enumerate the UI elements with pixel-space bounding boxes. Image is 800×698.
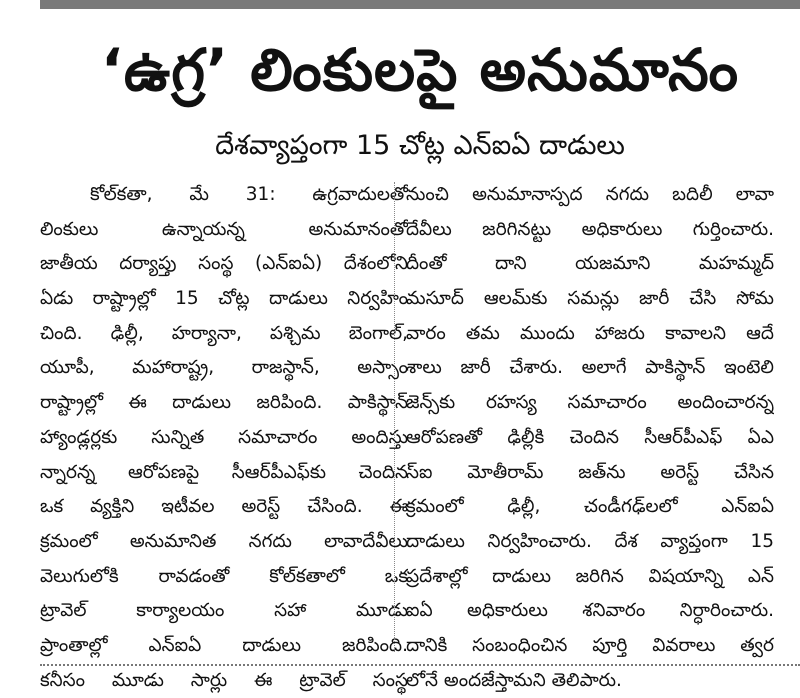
article-line: ఆరోపణతో ఢిల్లీకి చెందిన సీఆర్‌పీఎఫ్ ఏఎ (406, 426, 774, 448)
article-line: వెలుగులోకి రావడంతో కోల్‌కతాలో ఒక (40, 565, 408, 587)
article-line: రాష్ట్రాల్లో ఈ దాడులు జరిపింది. పాకిస్థాన్ (40, 392, 408, 414)
article-line: నుంచి అనుమానాస్పద నగదు బదిలీ లావా (406, 184, 774, 205)
article-line: మసూద్ ఆలమ్‌కు సమన్లు జారీ చేసి సోమ (406, 288, 774, 310)
article-line: దానికి సంబంధించిన పూర్తి వివరాలు త్వర (406, 634, 774, 656)
article-line: ప్రాంతాల్లో ఎన్‌ఐఏ దాడులు జరిపింది. (40, 634, 408, 656)
article-line: కనీసం మూడు సార్లు ఈ ట్రావెల్ సంస్థ (40, 669, 408, 691)
article-column-left (40, 178, 408, 698)
article-line: లోనే అందజేస్తామని తెలిపారు. (406, 669, 622, 691)
article-line: న్నారన్న ఆరోపణపై సీఆర్‌పీఎఫ్‌కు చెందిన (40, 461, 408, 483)
subheadline: దేశవ్యాప్తంగా 15 చోట్ల ఎన్‌ఐఏ దాడులు (215, 130, 625, 161)
article-line: యూపీ, మహారాష్ట్ర, రాజస్థాన్, అస్సాం (40, 357, 408, 379)
article-column-right (406, 178, 774, 698)
article-line: హ్యాండ్లర్లకు సున్నిత సమాచారం అందిస్తు (40, 426, 408, 448)
article-line: లింకులు ఉన్నాయన్న అనుమానంతో (40, 218, 408, 240)
article-line: వారం తమ ముందు హాజరు కావాలని ఆదే (406, 322, 774, 344)
article-line: స్‌ఐ మోతీరామ్ జత్‌ను అరెస్ట్ చేసిన (406, 461, 774, 483)
bottom-rule (40, 664, 800, 666)
article-line: జెన్స్‌కు రహస్య సమాచారం అందించారన్న (406, 392, 774, 414)
article-line: దీంతో దాని యజమాని మహమ్మద్ (406, 253, 774, 275)
article-line: చింది. ఢిల్లీ, హర్యానా, పశ్చిమ బెంగాల్, (40, 322, 408, 344)
article-line: ట్రావెల్ కార్యాలయం సహా మూడు (40, 600, 408, 622)
headline: ‘ఉగ్ర’ లింకులపై అనుమానం (100, 36, 740, 104)
article-line: కోల్‌కతా, మే 31: ఉగ్రవాదులతో (90, 184, 408, 205)
article-line: దేవీలు జరిగినట్టు అధికారులు గుర్తించారు. (406, 218, 774, 240)
top-rule (40, 0, 800, 9)
article-line: ఏడు రాష్ట్రాల్లో 15 చోట్ల దాడులు నిర్వహిం (40, 288, 408, 310)
column-divider (394, 182, 396, 652)
article-line: క్రమంలో అనుమానిత నగదు లావాదేవీలు (40, 530, 408, 552)
article-line: క్రమంలో ఢిల్లీ, చండీగఢ్‌లలో ఎన్‌ఐఏ (406, 496, 774, 518)
article-line: దాడులు నిర్వహించారు. దేశ వ్యాప్తంగా 15 (406, 530, 774, 552)
article-line: శాలు జారీ చేశారు. అలాగే పాకిస్థాన్ ఇంటెలి (406, 357, 774, 379)
article-line: ఐఏ అధికారులు శనివారం నిర్ధారించారు. (406, 600, 774, 622)
article-line: జాతీయ దర్యాప్తు సంస్థ (ఎన్‌ఐఏ) దేశంలోని (40, 253, 408, 275)
article-line: ప్రదేశాల్లో దాడులు జరిగిన విషయాన్ని ఎన్ (406, 565, 774, 587)
article-line: ఒక వ్యక్తిని ఇటీవల అరెస్ట్ చేసింది. ఈ (40, 496, 408, 518)
